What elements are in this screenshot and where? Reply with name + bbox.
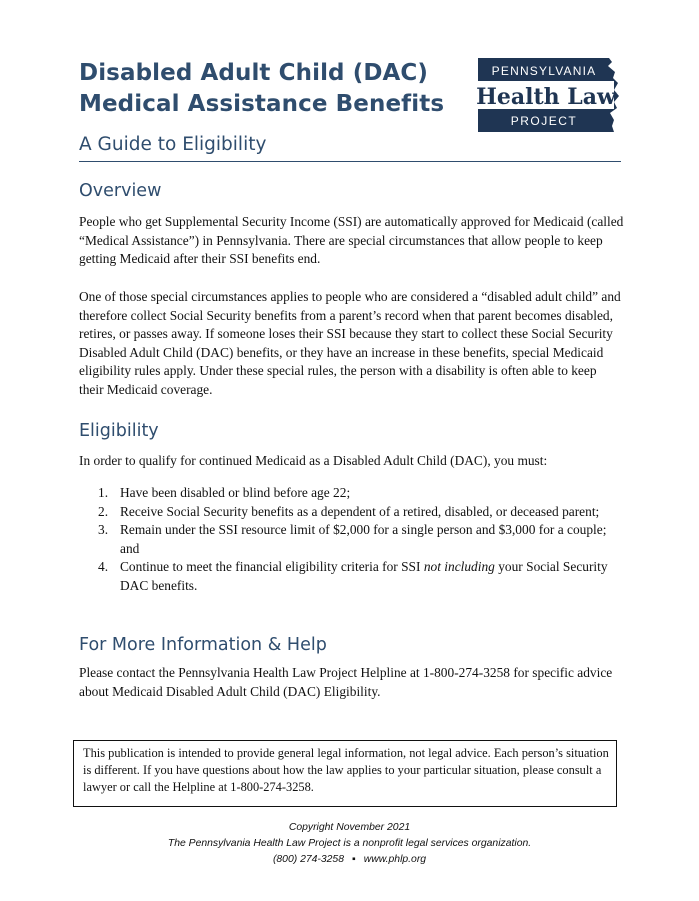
eligibility-heading: Eligibility [79,421,159,441]
list-item [79,503,624,522]
more-info-text: Please contact the Pennsylvania Health Law Project Helpline at 1-800-274-3258 for specific advice about Medicaid Disabled Adult Child (DAC) Eligibility. [79,665,613,699]
list-number: 4. [98,559,109,575]
more-info-heading: For More Information & Help [79,635,327,655]
list-item-text-after: your Social Security DAC benefits. [120,559,608,593]
legal-disclaimer-box [73,740,617,807]
list-item-text-before: Continue to meet the financial eligibility criteria for SSI [120,559,424,575]
footer-contact [0,853,699,867]
list-item-emphasis: not including [423,559,495,575]
footer-copyright: Copyright November 2021 [288,822,411,833]
list-item [79,521,624,558]
logo-middle-text: Health Law [476,84,616,110]
phlp-logo [474,52,622,136]
title-line-2: Medical Assistance Benefits [79,91,445,117]
list-item [79,558,624,595]
footer-separator: ▪ [352,854,356,865]
document-subtitle: A Guide to Eligibility [79,134,267,155]
eligibility-list [79,484,624,596]
list-number: 1. [98,485,109,500]
overview-paragraph-1: People who get Supplemental Security Income (SSI) are automatically approved for Medicaid (called “Medical Assistance”) in Pennsylvania. There are special circumstances that allow people to keep getting Medicaid after their SSI benefits end. [79,214,624,267]
footer-organization: The Pennsylvania Health Law Project is a nonprofit legal services organization. [167,838,532,849]
document-title [79,58,444,120]
list-number: 3. [98,522,109,538]
list-item-text: Receive Social Security benefits as a dependent of a retired, disabled, or deceased parent; [120,503,600,519]
header-divider [79,161,621,162]
footer-phone: (800) 274-3258 [272,854,344,865]
overview-heading: Overview [79,181,162,201]
footer-website-link[interactable]: www.phlp.org [363,854,427,865]
list-item [79,484,624,503]
eligibility-intro: In order to qualify for continued Medicaid as a Disabled Adult Child (DAC), you must: [79,453,548,468]
list-number: 2. [98,503,109,519]
logo-top-text: PENNSYLVANIA [491,64,597,78]
list-item-text: Have been disabled or blind before age 22; [120,485,351,500]
title-line-1: Disabled Adult Child (DAC) [79,60,429,86]
list-item-text: Remain under the SSI resource limit of $2,000 for a single person and $3,000 for a couple; and [120,522,607,556]
logo-bottom-text: PROJECT [510,114,578,128]
overview-paragraph-2: One of those special circumstances applies to people who are considered a “disabled adult child” and therefore collect Social Security benefits from a parent’s record when that parent becomes disabled, retires, or passes away. If someone loses their SSI because they start to collect these Social Security Disabled Adult Child (DAC) benefits, or they have an increase in these benefits, special Medicaid eligibility rules apply. Under these special rules, the person with a disability is often able to keep their Medicaid coverage. [79,289,621,397]
legal-disclaimer-text: This publication is intended to provide general legal information, not legal advice. Each person’s situation is different. If you have questions about how the law applies to your particular situation, please consult a lawyer or call the Helpline at 1-800-274-3258. [83,746,609,794]
